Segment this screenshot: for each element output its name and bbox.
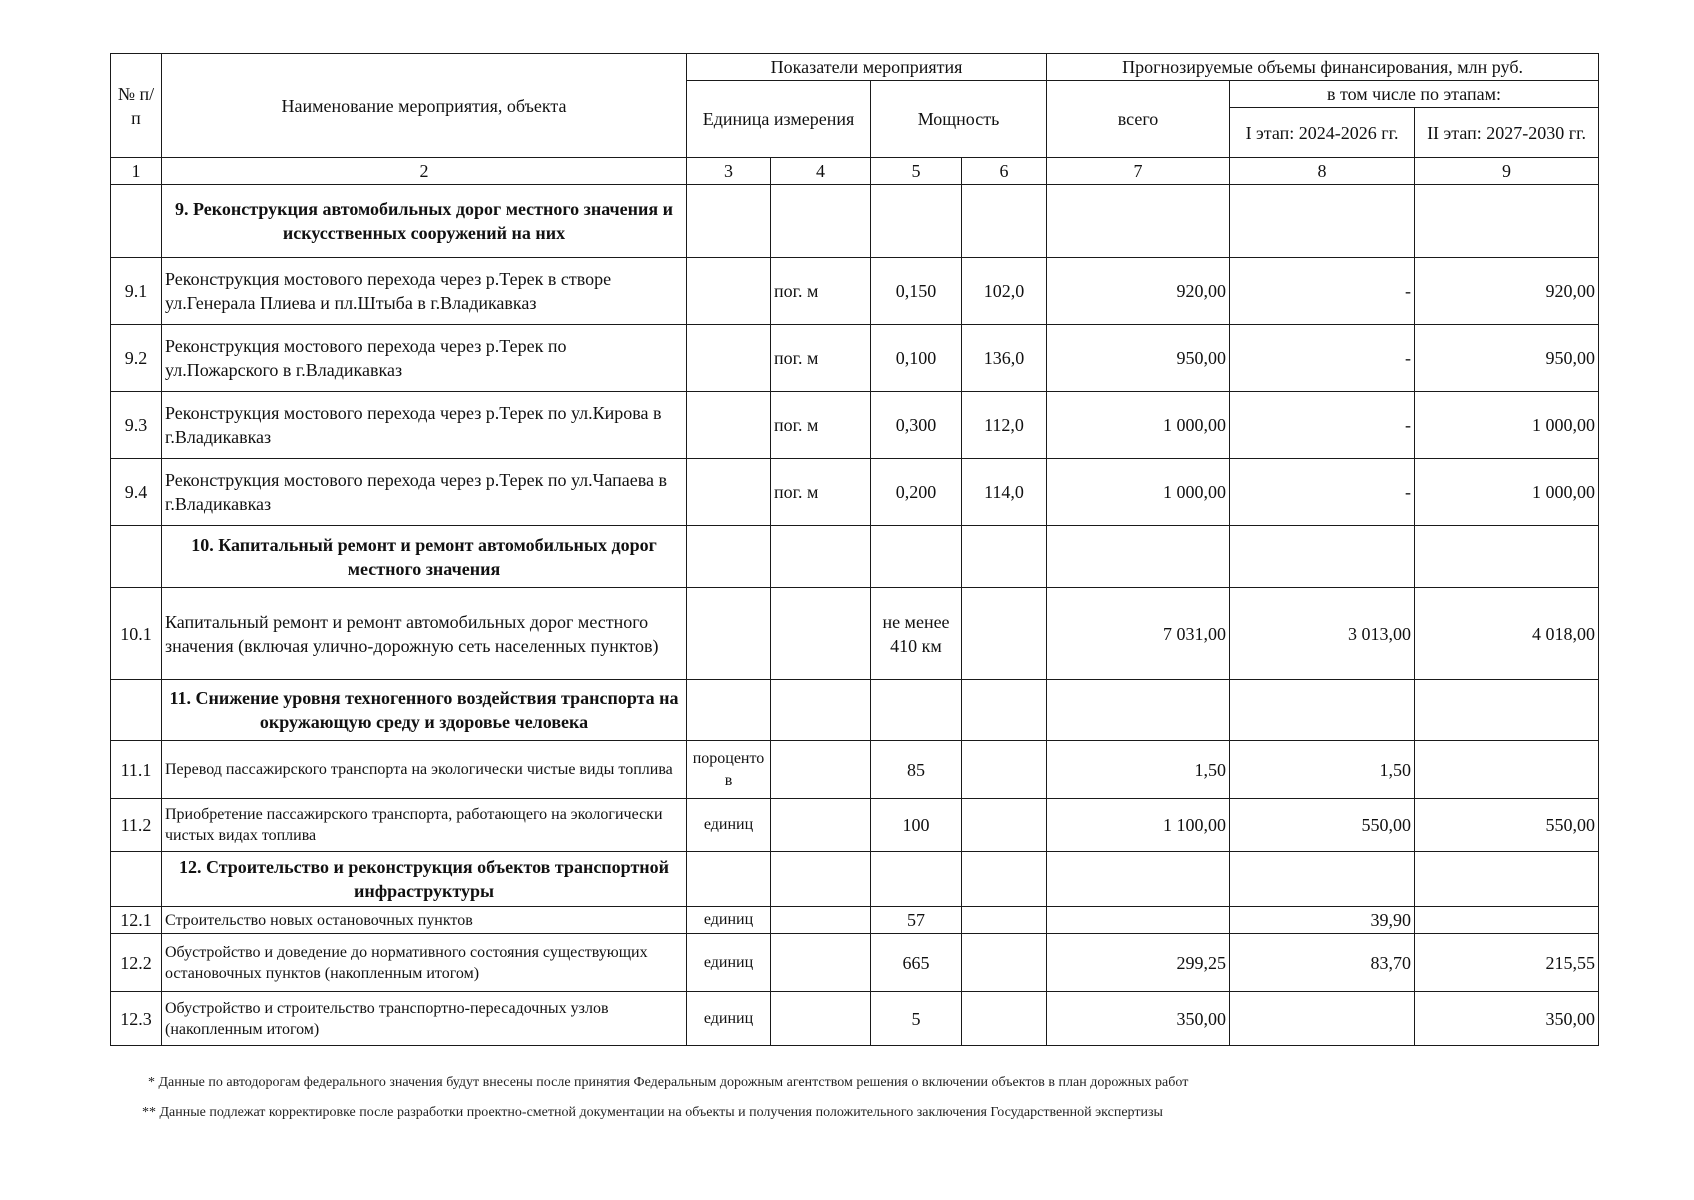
table-row: 11.1 Перевод пассажирского транспорта на экологически чистые виды топлива пороцентов 85 1,50 1,50 [111, 741, 1599, 799]
header-indicators: Показатели мероприятия [687, 54, 1047, 81]
header-stage1: I этап: 2024-2026 гг. [1230, 108, 1415, 158]
table-row: 11.2 Приобретение пассажирского транспорта, работающего на экологически чистых видах топлива единиц 100 1 100,00 550,00 550,00 [111, 799, 1599, 852]
header-name: Наименование мероприятия, объекта [162, 54, 687, 158]
table-row: 9.1 Реконструкция мостового перехода через р.Терек в створе ул.Генерала Плиева и пл.Штыба в г.Владикавказ пог. м 0,150 102,0 920,00 - 920,00 [111, 258, 1599, 325]
row-name: Реконструкция мостового перехода через р.Терек по ул.Пожарского в г.Владикавказ [162, 325, 687, 392]
col-index-1: 1 [111, 158, 162, 185]
row-name: Обустройство и строительство транспортно-пересадочных узлов (накопленным итогом) [162, 992, 687, 1046]
table-row: 10.1 Капитальный ремонт и ремонт автомобильных дорог местного значения (включая улично-дорожную сеть населенных пунктов) не менее 410 км 7 031,00 3 013,00 4 018,00 [111, 588, 1599, 680]
footnote-1: * Данные по автодорогам федерального значения будут внесены после принятия Федеральным дорожным агентством решения о включении объектов в план дорожных работ [148, 1075, 1189, 1090]
section-title-9: 9. Реконструкция автомобильных дорог местного значения и искусственных сооружений на них [162, 185, 687, 258]
header-stage2: II этап: 2027-2030 гг. [1415, 108, 1599, 158]
row-name: Реконструкция мостового перехода через р.Терек по ул.Чапаева в г.Владикавказ [162, 459, 687, 526]
table-row: 12.1 Строительство новых остановочных пунктов единиц 57 39,90 [111, 907, 1599, 934]
header-capacity: Мощность [871, 81, 1047, 158]
section-title-11: 11. Снижение уровня техногенного воздействия транспорта на окружающую среду и здоровье человека [162, 680, 687, 741]
col-index-6: 6 [962, 158, 1047, 185]
col-index-7: 7 [1047, 158, 1230, 185]
col-index-5: 5 [871, 158, 962, 185]
section-title-10: 10. Капитальный ремонт и ремонт автомобильных дорог местного значения [162, 526, 687, 588]
footnote-2: ** Данные подлежат корректировке после разработки проектно-сметной документации на объекты и получения положительного заключения Государственной экспертизы [142, 1105, 1163, 1120]
header-num: № п/п [111, 54, 162, 158]
row-name: Перевод пассажирского транспорта на экологически чистые виды топлива [162, 741, 687, 799]
financing-table [110, 53, 1599, 1046]
section-title-12: 12. Строительство и реконструкция объектов транспортной инфраструктуры [162, 852, 687, 907]
row-name: Строительство новых остановочных пунктов [162, 907, 687, 934]
table-row: 9.3 Реконструкция мостового перехода через р.Терек по ул.Кирова в г.Владикавказ пог. м 0,300 112,0 1 000,00 - 1 000,00 [111, 392, 1599, 459]
table-row: 9.4 Реконструкция мостового перехода через р.Терек по ул.Чапаева в г.Владикавказ пог. м 0,200 114,0 1 000,00 - 1 000,00 [111, 459, 1599, 526]
row-name: Обустройство и доведение до нормативного состояния существующих остановочных пунктов (накопленным итогом) [162, 934, 687, 992]
row-name: Капитальный ремонт и ремонт автомобильных дорог местного значения (включая улично-дорожную сеть населенных пунктов) [162, 588, 687, 680]
header-total: всего [1047, 81, 1230, 158]
header-unit: Единица измерения [687, 81, 871, 158]
header-financing: Прогнозируемые объемы финансирования, млн руб. [1047, 54, 1599, 81]
row-name: Реконструкция мостового перехода через р.Терек по ул.Кирова в г.Владикавказ [162, 392, 687, 459]
row-name: Приобретение пассажирского транспорта, работающего на экологически чистых видах топлива [162, 799, 687, 852]
col-index-4: 4 [771, 158, 871, 185]
col-index-9: 9 [1415, 158, 1599, 185]
col-index-8: 8 [1230, 158, 1415, 185]
table-row: 9.2 Реконструкция мостового перехода через р.Терек по ул.Пожарского в г.Владикавказ пог. м 0,100 136,0 950,00 - 950,00 [111, 325, 1599, 392]
col-index-3: 3 [687, 158, 771, 185]
row-name: Реконструкция мостового перехода через р.Терек в створе ул.Генерала Плиева и пл.Штыба в г.Владикавказ [162, 258, 687, 325]
header-by-stages: в том числе по этапам: [1230, 81, 1599, 108]
table-row: 12.2 Обустройство и доведение до нормативного состояния существующих остановочных пунктов (накопленным итогом) единиц 665 299,25 83,70 215,55 [111, 934, 1599, 992]
table-row: 12.3 Обустройство и строительство транспортно-пересадочных узлов (накопленным итогом) единиц 5 350,00 350,00 [111, 992, 1599, 1046]
col-index-2: 2 [162, 158, 687, 185]
